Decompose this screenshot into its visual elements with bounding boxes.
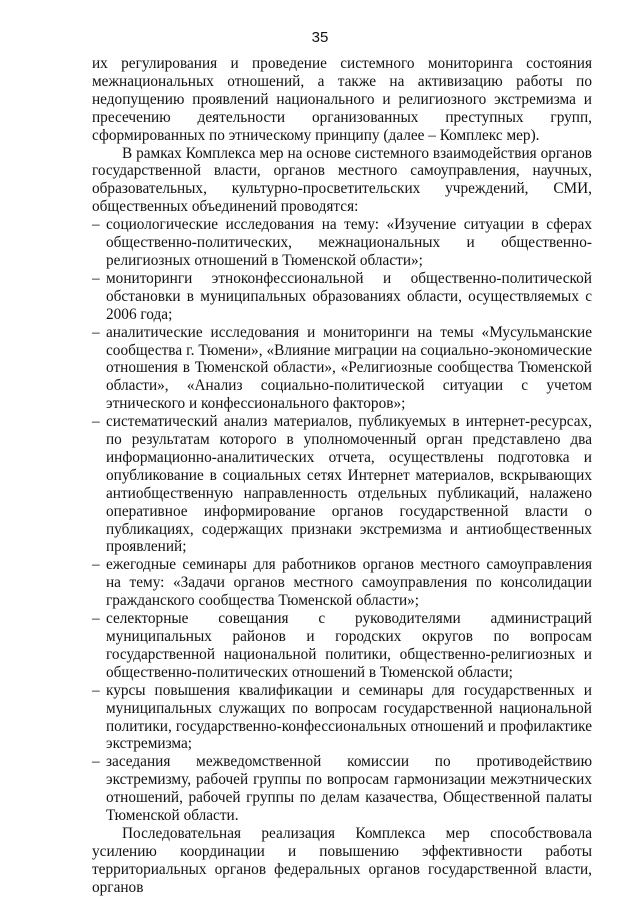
- document-body: [92, 55, 592, 897]
- list-item-analytical-research: [92, 324, 592, 414]
- list-item-seminars: [92, 556, 592, 610]
- list-item-internet-analysis: [92, 413, 592, 556]
- closing-paragraph: Последовательная реализация Комплекса мер способствовала усилению координации и повышению эффективности работы территориальных органов федеральных органов государственной власти, органов: [92, 824, 592, 896]
- dash-bullet: –: [92, 556, 100, 574]
- dash-bullet: –: [92, 216, 100, 234]
- framework-paragraph: В рамках Комплекса мер на основе системного взаимодействия органов государственной власти, органов местного самоуправления, научных, образовательных, культурно-просветительских учреждений, СМИ, общественных объединений проводятся:: [92, 144, 592, 216]
- list-item-selector-meetings: [92, 610, 592, 682]
- list-item-text: ежегодные семинары для работников органов местного самоуправления на тему: «Задачи органов местного самоуправления по консолидации гражданского сообщества Тюменской области»;: [106, 556, 592, 610]
- dash-bullet: –: [92, 753, 100, 771]
- measures-list: [92, 216, 592, 825]
- page-number: 35: [311, 29, 329, 46]
- list-item-courses: [92, 682, 592, 754]
- list-item-text: аналитические исследования и мониторинги на темы «Мусульманские сообщества г. Тюмени», «Влияние миграции на социально-экономические отношения в Тюменской области», «Религиозные сообщества Тюменской области», «Анализ социально-политической ситуации с учетом этнического и конфессионального факторов»;: [106, 323, 592, 413]
- dash-bullet: –: [92, 681, 100, 699]
- list-item-sociological-research: [92, 216, 592, 270]
- dash-bullet: –: [92, 413, 100, 431]
- list-item-text: социологические исследования на тему: «Изучение ситуации в сферах общественно-политических, межнациональных и общественно-религиозных отношений в Тюменской области»;: [106, 216, 592, 269]
- list-item-text: заседания межведомственной комиссии по противодействию экстремизму, рабочей группы по вопросам гармонизации межэтнических отношений, рабочей группы по делам казачества, Общественной палаты Тюменской области.: [106, 753, 592, 825]
- list-item-text: селекторные совещания с руководителями администраций муниципальных районов и городских округов по вопросам государственной национальной политики, общественно-религиозных и общественно-политических отношений в Тюменской области;: [106, 610, 592, 681]
- list-item-monitoring: [92, 270, 592, 324]
- list-item-text: систематический анализ материалов, публикуемых в интернет-ресурсах, по результатам которого в уполномоченный орган представлено два информационно-аналитических отчета, осуществлены подготовка и опубликование в социальных сетях Интернет материалов, вскрывающих антиобщественную направленность отдельных публикаций, налажено оперативное информирование органов государственной власти о публикациях, содержащих признаки экстремизма и антиобщественных проявлений;: [106, 413, 592, 556]
- list-item-text: мониторинги этноконфессиональной и общественно-политической обстановки в муниципальных образованиях области, осуществляемых с 2006 года;: [106, 269, 592, 323]
- list-item-commission-meetings: [92, 753, 592, 825]
- dash-bullet: –: [92, 610, 100, 628]
- dash-bullet: –: [92, 269, 100, 287]
- intro-paragraph: их регулирования и проведение системного мониторинга состояния межнациональных отношений, а также на активизацию работы по недопущению проявлений национального и религиозного экстремизма и пресечению деятельности организованных преступных групп, сформированных по этническому принципу (далее – Комплекс мер).: [92, 55, 592, 144]
- list-item-text: курсы повышения квалификации и семинары для государственных и муниципальных служащих по вопросам государственной национальной политики, государственно-конфессиональных отношений и профилактике экстремизма;: [106, 681, 592, 753]
- dash-bullet: –: [92, 323, 100, 341]
